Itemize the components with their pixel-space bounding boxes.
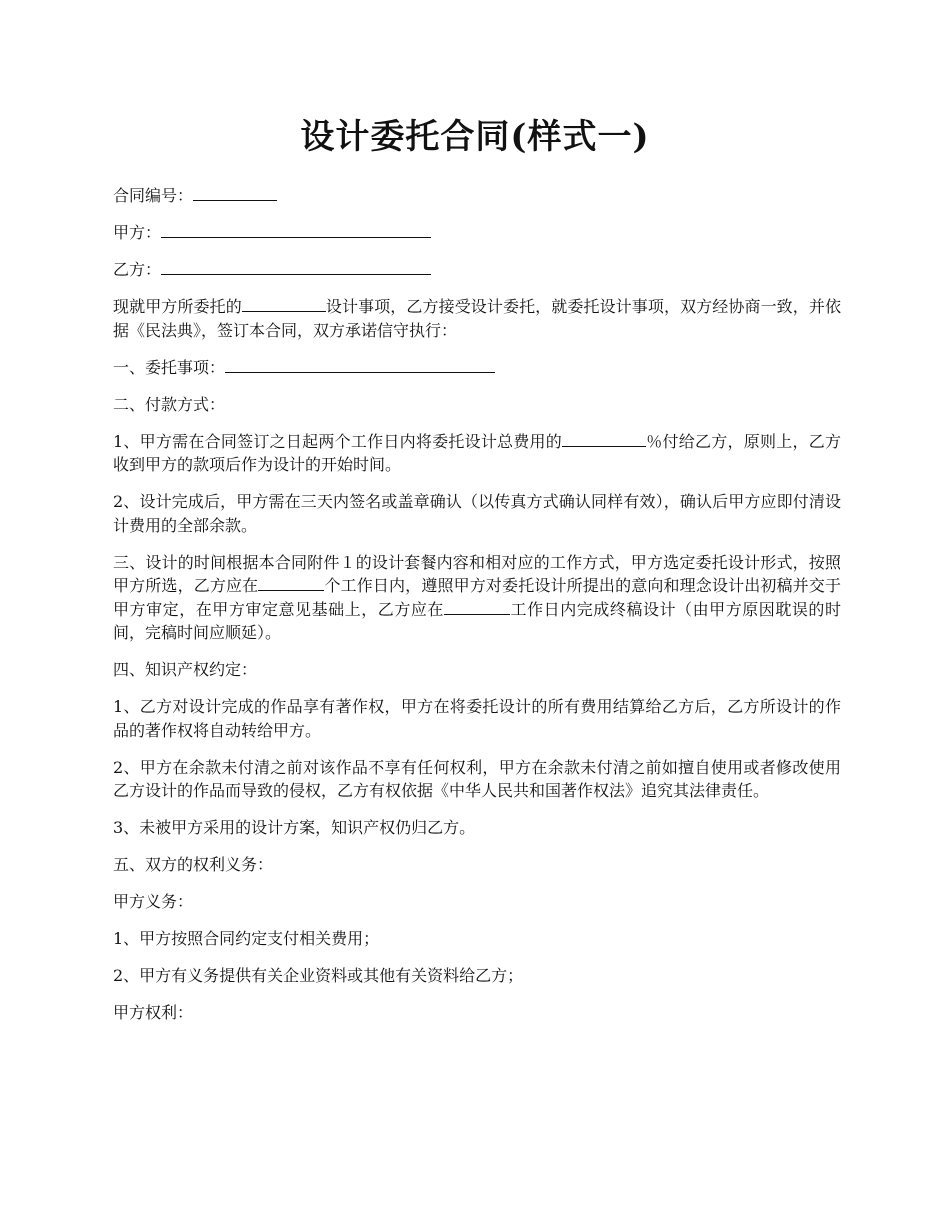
intro-text-post: 设计事项，乙方接受设计委托，就委托设计事项，双方经协商一致，并依据《民法典》，签订本合同，双方承诺信守执行： — [113, 297, 841, 340]
intro-paragraph — [113, 295, 841, 342]
payment-percent-blank — [562, 431, 646, 447]
design-matter-blank — [242, 296, 326, 312]
section-3-pre: 三、设计的时间根据本合同附件１的设计套餐内容和相对应的工作方式，甲方选定委托设计形式，按照甲方所选，乙方应在 — [113, 552, 841, 595]
party-a-rights-heading: 甲方权利： — [113, 1003, 194, 1022]
ip-clause-1: 1、乙方对设计完成的作品享有著作权，甲方在将委托设计的所有费用结算给乙方后，乙方所设计的作品的著作权将自动转给甲方。 — [113, 697, 841, 740]
party-a-duty-2: 2、甲方有义务提供有关企业资料或其他有关资料给乙方； — [113, 966, 524, 985]
ip-clause-2: 2、甲方在余款未付清之前对该作品不享有任何权利，甲方在余款未付清之前如擅自使用或者修改使用乙方设计的作品而导致的侵权，乙方有权依据《中华人民共和国著作权法》追究其法律责任。 — [113, 757, 841, 800]
section-2-heading: 二、付款方式： — [113, 394, 226, 414]
party-b-label: 乙方： — [113, 260, 162, 279]
commission-matter-blank — [225, 357, 495, 373]
payment-clause-1 — [113, 430, 841, 477]
payment-clause-1-pre: 1、甲方需在合同签订之日起两个工作日内将委托设计总费用的 — [113, 431, 563, 451]
section-1-line — [113, 356, 841, 380]
party-a-duty-1: 1、甲方按照合同约定支付相关费用； — [113, 929, 380, 948]
section-3-paragraph — [113, 551, 841, 645]
party-b-line — [113, 258, 841, 282]
section-5-heading: 五、双方的权利义务： — [113, 855, 274, 874]
intro-text-pre: 现就甲方所委托的 — [113, 297, 242, 316]
section-1-label: 一、委托事项： — [113, 357, 226, 377]
party-b-blank — [161, 259, 431, 275]
party-a-blank — [161, 222, 431, 238]
section-3-mid: 个工作日内，遵照甲方对委托设计所提出的意向和理念设计出初稿并交于甲方审定，在甲方审定意见基础上，乙方应在 — [113, 576, 841, 619]
party-a-label: 甲方： — [113, 223, 162, 242]
section-3-post: 工作日内完成终稿设计（由甲方原因耽误的时间，完稿时间应顺延）。 — [113, 599, 841, 642]
party-a-line — [113, 221, 841, 245]
contract-number-blank — [193, 185, 277, 201]
document-body — [113, 184, 841, 1038]
party-a-duties-heading: 甲方义务： — [113, 892, 194, 911]
contract-number-label: 合同编号： — [113, 186, 194, 205]
draft-days-blank — [258, 575, 324, 591]
contract-number-line — [113, 184, 841, 208]
final-days-blank — [444, 599, 510, 615]
ip-clause-3: 3、未被甲方采用的设计方案，知识产权仍归乙方。 — [113, 818, 476, 837]
section-4-heading: 四、知识产权约定： — [113, 660, 258, 679]
document-title: 设计委托合同(样式一) — [300, 117, 650, 157]
payment-clause-2: 2、设计完成后，甲方需在三天内签名或盖章确认（以传真方式确认同样有效），确认后甲方应即付清设计费用的全部余款。 — [113, 492, 841, 535]
payment-clause-1-post: ％付给乙方，原则上，乙方收到甲方的款项后作为设计的开始时间。 — [113, 431, 841, 474]
